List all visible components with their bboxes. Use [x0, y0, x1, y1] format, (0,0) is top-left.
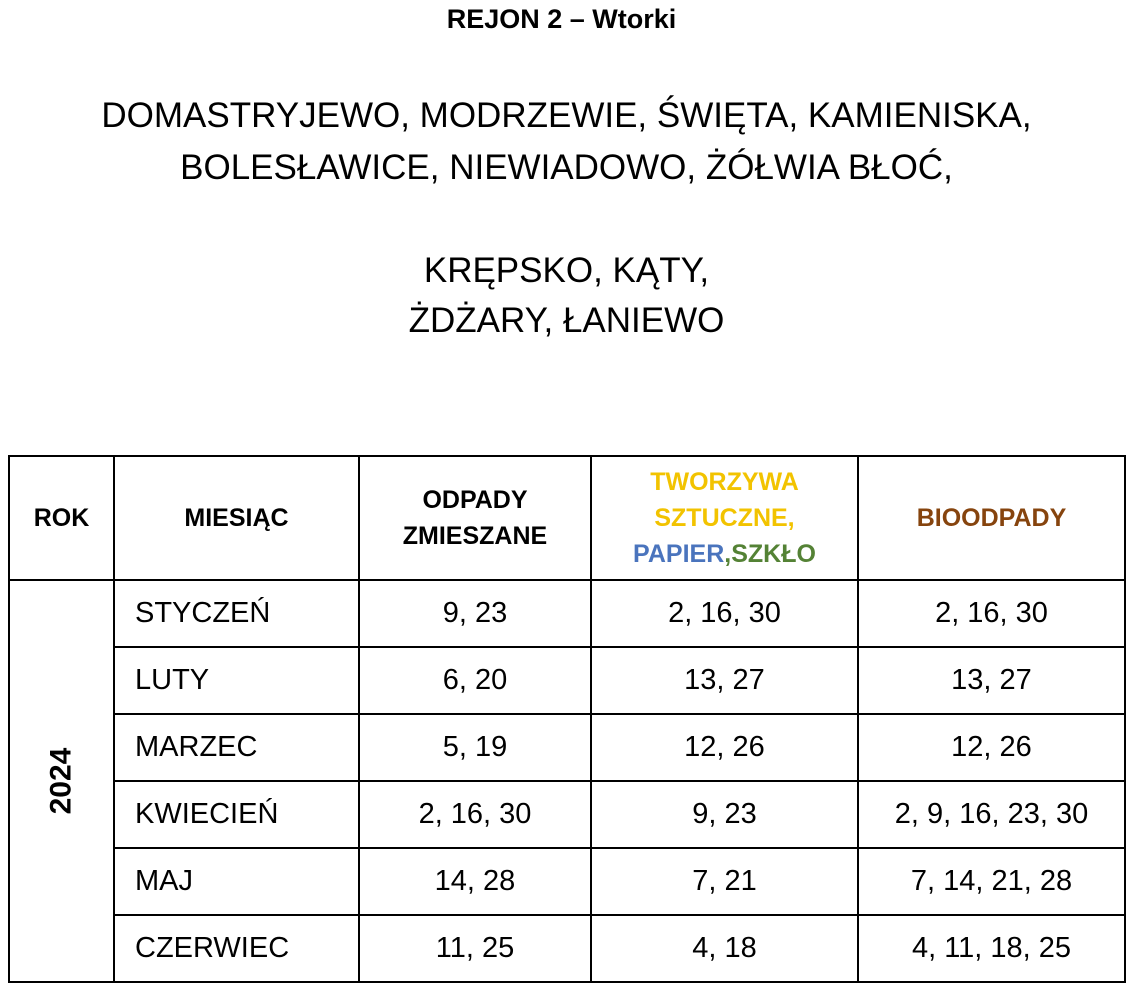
table-row — [9, 647, 1125, 714]
mixed-dates-cell: 9, 23 — [359, 580, 591, 647]
recycle-dates-cell: 2, 16, 30 — [591, 580, 858, 647]
header-year: ROK — [9, 456, 114, 580]
year-cell — [9, 580, 114, 982]
header-mixed-waste — [359, 456, 591, 580]
month-cell: STYCZEŃ — [114, 580, 359, 647]
bio-dates-cell: 2, 9, 16, 23, 30 — [858, 781, 1125, 848]
bio-dates-cell: 12, 26 — [858, 714, 1125, 781]
header-mixed-line2: ZMIESZANE — [402, 522, 548, 550]
header-month: MIESIĄC — [114, 456, 359, 580]
table-header-row — [9, 456, 1125, 580]
header-recyclables — [591, 456, 858, 580]
table-row — [9, 714, 1125, 781]
table-row — [9, 848, 1125, 915]
mixed-dates-cell: 2, 16, 30 — [359, 781, 591, 848]
recycle-dates-cell: 7, 21 — [591, 848, 858, 915]
bio-dates-cell: 7, 14, 21, 28 — [858, 848, 1125, 915]
recycle-dates-cell: 9, 23 — [591, 781, 858, 848]
mixed-dates-cell: 14, 28 — [359, 848, 591, 915]
collection-schedule-table — [8, 455, 1126, 983]
mixed-dates-cell: 5, 19 — [359, 714, 591, 781]
header-comma: , — [724, 540, 732, 568]
month-cell: LUTY — [114, 647, 359, 714]
header-plastics-line1: TWORZYWA — [650, 468, 799, 496]
mixed-dates-cell: 11, 25 — [359, 915, 591, 982]
header-mixed-line1: ODPADY — [422, 486, 528, 514]
table-row — [9, 580, 1125, 647]
locations-line-1: DOMASTRYJEWO, MODRZEWIE, ŚWIĘTA, KAMIENISKA, — [101, 96, 1032, 135]
month-cell: MARZEC — [114, 714, 359, 781]
recycle-dates-cell: 12, 26 — [591, 714, 858, 781]
month-cell: MAJ — [114, 848, 359, 915]
bio-dates-cell: 2, 16, 30 — [858, 580, 1125, 647]
locations-line-2: BOLESŁAWICE, NIEWIADOWO, ŻÓŁWIA BŁOĆ, — [180, 148, 953, 187]
mixed-dates-cell: 6, 20 — [359, 647, 591, 714]
recycle-dates-cell: 4, 18 — [591, 915, 858, 982]
year-label: 2024 — [44, 747, 78, 815]
locations-line-4: ŻDŻARY, ŁANIEWO — [408, 301, 725, 340]
table-row — [9, 781, 1125, 848]
bio-dates-cell: 13, 27 — [858, 647, 1125, 714]
header-glass: SZKŁO — [731, 540, 816, 568]
month-cell: KWIECIEŃ — [114, 781, 359, 848]
locations-line-3: KRĘPSKO, KĄTY, — [423, 251, 710, 290]
header-bio-waste: BIOODPADY — [858, 456, 1125, 580]
header-plastics-line2: SZTUCZNE, — [654, 504, 795, 532]
page-title: REJON 2 – Wtorki — [446, 4, 677, 34]
table-row — [9, 915, 1125, 982]
bio-dates-cell: 4, 11, 18, 25 — [858, 915, 1125, 982]
month-cell: CZERWIEC — [114, 915, 359, 982]
header-paper: PAPIER — [633, 540, 725, 568]
recycle-dates-cell: 13, 27 — [591, 647, 858, 714]
